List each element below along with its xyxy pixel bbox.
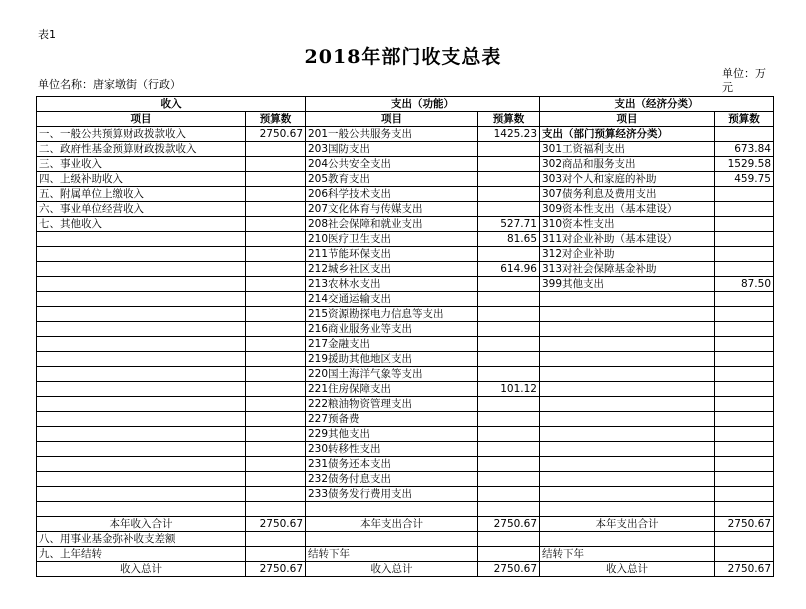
functional-expense-value-cell: 527.71 [478, 217, 540, 232]
income-item-cell [37, 382, 246, 397]
empty-cell [306, 532, 478, 547]
economic-expense-item-cell [540, 367, 715, 382]
economic-expense-item-cell [540, 412, 715, 427]
income-item-cell: 六、事业单位经营收入 [37, 202, 246, 217]
functional-expense-item-cell: 211节能环保支出 [306, 247, 478, 262]
income-value-cell [246, 322, 306, 337]
income-item-cell [37, 337, 246, 352]
economic-expense-item-cell [540, 487, 715, 502]
year-income-total-value: 2750.67 [246, 517, 306, 532]
economic-expense-value-cell [715, 292, 774, 307]
income-value-cell [246, 382, 306, 397]
economic-expense-value-cell [715, 307, 774, 322]
income-value-cell [246, 142, 306, 157]
expense-econ-grand-total-label: 收入总计 [540, 562, 715, 577]
year-expense-econ-total-label: 本年支出合计 [540, 517, 715, 532]
carry-out-econ-label: 结转下年 [540, 547, 715, 562]
functional-expense-item-cell: 233债务发行费用支出 [306, 487, 478, 502]
table-number: 表1 [38, 28, 56, 41]
functional-expense-item-cell: 231债务还本支出 [306, 457, 478, 472]
table-row [37, 127, 774, 142]
income-section-header: 收入 [37, 97, 306, 112]
income-grand-total-label: 收入总计 [37, 562, 246, 577]
functional-expense-value-cell [478, 457, 540, 472]
income-item-cell [37, 292, 246, 307]
income-value-cell [246, 412, 306, 427]
economic-expense-value-cell [715, 322, 774, 337]
economic-expense-value-cell [715, 202, 774, 217]
income-item-cell [37, 442, 246, 457]
functional-expense-value-cell [478, 187, 540, 202]
functional-expense-item-cell: 217金融支出 [306, 337, 478, 352]
table-row [37, 307, 774, 322]
income-item-cell [37, 277, 246, 292]
income-value-cell [246, 472, 306, 487]
carry-out-func-value [478, 547, 540, 562]
economic-expense-item-cell [540, 502, 715, 517]
functional-expense-item-cell: 204公共安全支出 [306, 157, 478, 172]
economic-expense-item-cell [540, 427, 715, 442]
economic-expense-value-cell [715, 247, 774, 262]
functional-expense-value-cell [478, 502, 540, 517]
economic-expense-item-cell [540, 457, 715, 472]
income-item-cell: 七、其他收入 [37, 217, 246, 232]
economic-expense-value-cell [715, 472, 774, 487]
table-row [37, 262, 774, 277]
carry-out-econ-value [715, 547, 774, 562]
income-value-cell [246, 277, 306, 292]
income-item-cell [37, 307, 246, 322]
functional-expense-header: 支出（功能） [306, 97, 540, 112]
economic-expense-item-cell: 301工资福利支出 [540, 142, 715, 157]
economic-expense-value-cell: 1529.58 [715, 157, 774, 172]
table-row [37, 442, 774, 457]
income-item-cell [37, 502, 246, 517]
economic-expense-item-cell: 399其他支出 [540, 277, 715, 292]
economic-expense-value-cell [715, 337, 774, 352]
economic-expense-item-cell [540, 322, 715, 337]
income-item-cell: 四、上级补助收入 [37, 172, 246, 187]
income-value-cell [246, 352, 306, 367]
table-row [37, 382, 774, 397]
functional-expense-value-cell [478, 367, 540, 382]
economic-expense-item-cell: 313对社会保障基金补助 [540, 262, 715, 277]
functional-expense-value-cell [478, 307, 540, 322]
column-header-item: 项目 [37, 112, 246, 127]
functional-expense-item-cell: 205教育支出 [306, 172, 478, 187]
functional-expense-value-cell: 81.65 [478, 232, 540, 247]
fund-balance-value [246, 532, 306, 547]
functional-expense-value-cell [478, 337, 540, 352]
carry-in-label: 九、上年结转 [37, 547, 246, 562]
table-row [37, 367, 774, 382]
economic-expense-value-cell [715, 382, 774, 397]
income-item-cell [37, 472, 246, 487]
economic-expense-item-cell: 支出（部门预算经济分类） [540, 127, 715, 142]
income-value-cell [246, 292, 306, 307]
carry-out-func-label: 结转下年 [306, 547, 478, 562]
empty-cell [715, 532, 774, 547]
income-item-cell [37, 322, 246, 337]
carry-in-value [246, 547, 306, 562]
economic-expense-value-cell: 673.84 [715, 142, 774, 157]
income-item-cell [37, 487, 246, 502]
page-title: 2018年部门收支总表 [304, 46, 502, 68]
expense-econ-grand-total-value: 2750.67 [715, 562, 774, 577]
column-header-budget: 预算数 [478, 112, 540, 127]
functional-expense-value-cell [478, 247, 540, 262]
economic-expense-item-cell: 302商品和服务支出 [540, 157, 715, 172]
functional-expense-value-cell [478, 202, 540, 217]
economic-expense-value-cell [715, 352, 774, 367]
table-row [37, 427, 774, 442]
functional-expense-value-cell [478, 322, 540, 337]
table-row [37, 352, 774, 367]
functional-expense-item-cell: 215资源勘探电力信息等支出 [306, 307, 478, 322]
unit-label: 单位：万元 [722, 67, 766, 94]
income-item-cell [37, 367, 246, 382]
economic-expense-item-cell: 312对企业补助 [540, 247, 715, 262]
table-row [37, 202, 774, 217]
income-item-cell: 二、政府性基金预算财政拨款收入 [37, 142, 246, 157]
functional-expense-value-cell [478, 397, 540, 412]
income-item-cell [37, 397, 246, 412]
functional-expense-item-cell: 207文化体育与传媒支出 [306, 202, 478, 217]
year-expense-econ-total-value: 2750.67 [715, 517, 774, 532]
functional-expense-item-cell: 214交通运输支出 [306, 292, 478, 307]
economic-expense-item-cell [540, 337, 715, 352]
table-row [37, 322, 774, 337]
year-income-total-label: 本年收入合计 [37, 517, 246, 532]
functional-expense-item-cell: 221住房保障支出 [306, 382, 478, 397]
functional-expense-item-cell: 213农林水支出 [306, 277, 478, 292]
functional-expense-item-cell: 208社会保障和就业支出 [306, 217, 478, 232]
income-item-cell [37, 457, 246, 472]
functional-expense-value-cell [478, 277, 540, 292]
economic-expense-item-cell: 303对个人和家庭的补助 [540, 172, 715, 187]
economic-expense-item-cell: 307债务利息及费用支出 [540, 187, 715, 202]
income-item-cell: 一、一般公共预算财政拨款收入 [37, 127, 246, 142]
functional-expense-value-cell [478, 412, 540, 427]
functional-expense-item-cell [306, 502, 478, 517]
table-row [37, 292, 774, 307]
table-row [37, 217, 774, 232]
economic-expense-item-cell [540, 307, 715, 322]
functional-expense-value-cell: 101.12 [478, 382, 540, 397]
table-row [37, 142, 774, 157]
unit-name: 单位名称：唐家墩街（行政） [38, 78, 181, 91]
table-row [37, 412, 774, 427]
income-item-cell: 三、事业收入 [37, 157, 246, 172]
functional-expense-value-cell [478, 472, 540, 487]
table-row [37, 247, 774, 262]
economic-expense-item-cell [540, 442, 715, 457]
economic-expense-value-cell [715, 457, 774, 472]
income-value-cell [246, 262, 306, 277]
economic-expense-item-cell [540, 292, 715, 307]
column-header-item: 项目 [540, 112, 715, 127]
income-item-cell [37, 247, 246, 262]
economic-expense-item-cell: 310资本性支出 [540, 217, 715, 232]
expense-func-grand-total-value: 2750.67 [478, 562, 540, 577]
functional-expense-value-cell: 614.96 [478, 262, 540, 277]
income-value-cell [246, 172, 306, 187]
budget-summary-table [36, 96, 774, 577]
economic-expense-value-cell [715, 262, 774, 277]
economic-expense-value-cell [715, 217, 774, 232]
income-value-cell [246, 337, 306, 352]
economic-expense-value-cell [715, 127, 774, 142]
economic-expense-value-cell [715, 412, 774, 427]
income-value-cell [246, 157, 306, 172]
table-row [37, 457, 774, 472]
functional-expense-item-cell: 227预备费 [306, 412, 478, 427]
column-header-budget: 预算数 [246, 112, 306, 127]
functional-expense-value-cell [478, 352, 540, 367]
table-row [37, 502, 774, 517]
functional-expense-item-cell: 230转移性支出 [306, 442, 478, 457]
economic-expense-value-cell [715, 502, 774, 517]
income-value-cell [246, 232, 306, 247]
income-value-cell [246, 367, 306, 382]
functional-expense-item-cell: 212城乡社区支出 [306, 262, 478, 277]
income-item-cell [37, 427, 246, 442]
functional-expense-item-cell: 203国防支出 [306, 142, 478, 157]
year-expense-func-total-value: 2750.67 [478, 517, 540, 532]
empty-cell [540, 532, 715, 547]
economic-expense-header: 支出（经济分类） [540, 97, 774, 112]
functional-expense-item-cell: 210医疗卫生支出 [306, 232, 478, 247]
year-expense-total-label: 本年支出合计 [306, 517, 478, 532]
functional-expense-value-cell [478, 172, 540, 187]
economic-expense-value-cell: 459.75 [715, 172, 774, 187]
income-item-cell [37, 232, 246, 247]
functional-expense-value-cell [478, 142, 540, 157]
income-item-cell [37, 262, 246, 277]
economic-expense-item-cell [540, 382, 715, 397]
expense-func-grand-total-label: 收入总计 [306, 562, 478, 577]
economic-expense-value-cell [715, 367, 774, 382]
fund-balance-label: 八、用事业基金弥补收支差额 [37, 532, 246, 547]
table-row [37, 157, 774, 172]
functional-expense-item-cell: 216商业服务业等支出 [306, 322, 478, 337]
functional-expense-item-cell: 232债务付息支出 [306, 472, 478, 487]
income-value-cell [246, 217, 306, 232]
table-row [37, 487, 774, 502]
income-value-cell [246, 307, 306, 322]
functional-expense-value-cell [478, 442, 540, 457]
functional-expense-item-cell: 220国土海洋气象等支出 [306, 367, 478, 382]
income-item-cell [37, 412, 246, 427]
column-header-item: 项目 [306, 112, 478, 127]
economic-expense-item-cell [540, 397, 715, 412]
income-value-cell [246, 502, 306, 517]
income-value-cell [246, 442, 306, 457]
income-value-cell [246, 397, 306, 412]
functional-expense-value-cell: 1425.23 [478, 127, 540, 142]
income-item-cell: 五、附属单位上缴收入 [37, 187, 246, 202]
economic-expense-value-cell [715, 232, 774, 247]
economic-expense-value-cell: 87.50 [715, 277, 774, 292]
table-row [37, 337, 774, 352]
income-value-cell [246, 427, 306, 442]
functional-expense-item-cell: 222粮油物资管理支出 [306, 397, 478, 412]
economic-expense-item-cell [540, 352, 715, 367]
economic-expense-item-cell: 309资本性支出（基本建设） [540, 202, 715, 217]
economic-expense-value-cell [715, 487, 774, 502]
functional-expense-item-cell: 219援助其他地区支出 [306, 352, 478, 367]
economic-expense-item-cell [540, 472, 715, 487]
income-grand-total-value: 2750.67 [246, 562, 306, 577]
table-row [37, 397, 774, 412]
table-row [37, 472, 774, 487]
functional-expense-item-cell: 201一般公共服务支出 [306, 127, 478, 142]
table-row [37, 187, 774, 202]
economic-expense-value-cell [715, 187, 774, 202]
income-value-cell [246, 247, 306, 262]
income-value-cell [246, 187, 306, 202]
table-row [37, 232, 774, 247]
economic-expense-value-cell [715, 442, 774, 457]
empty-cell [478, 532, 540, 547]
functional-expense-value-cell [478, 157, 540, 172]
functional-expense-value-cell [478, 292, 540, 307]
income-item-cell [37, 352, 246, 367]
functional-expense-value-cell [478, 427, 540, 442]
functional-expense-item-cell: 229其他支出 [306, 427, 478, 442]
income-value-cell [246, 202, 306, 217]
functional-expense-value-cell [478, 487, 540, 502]
functional-expense-item-cell: 206科学技术支出 [306, 187, 478, 202]
economic-expense-value-cell [715, 427, 774, 442]
income-value-cell [246, 457, 306, 472]
table-row [37, 277, 774, 292]
income-value-cell: 2750.67 [246, 127, 306, 142]
income-value-cell [246, 487, 306, 502]
table-row [37, 172, 774, 187]
economic-expense-item-cell: 311对企业补助（基本建设） [540, 232, 715, 247]
economic-expense-value-cell [715, 397, 774, 412]
column-header-budget: 预算数 [715, 112, 774, 127]
